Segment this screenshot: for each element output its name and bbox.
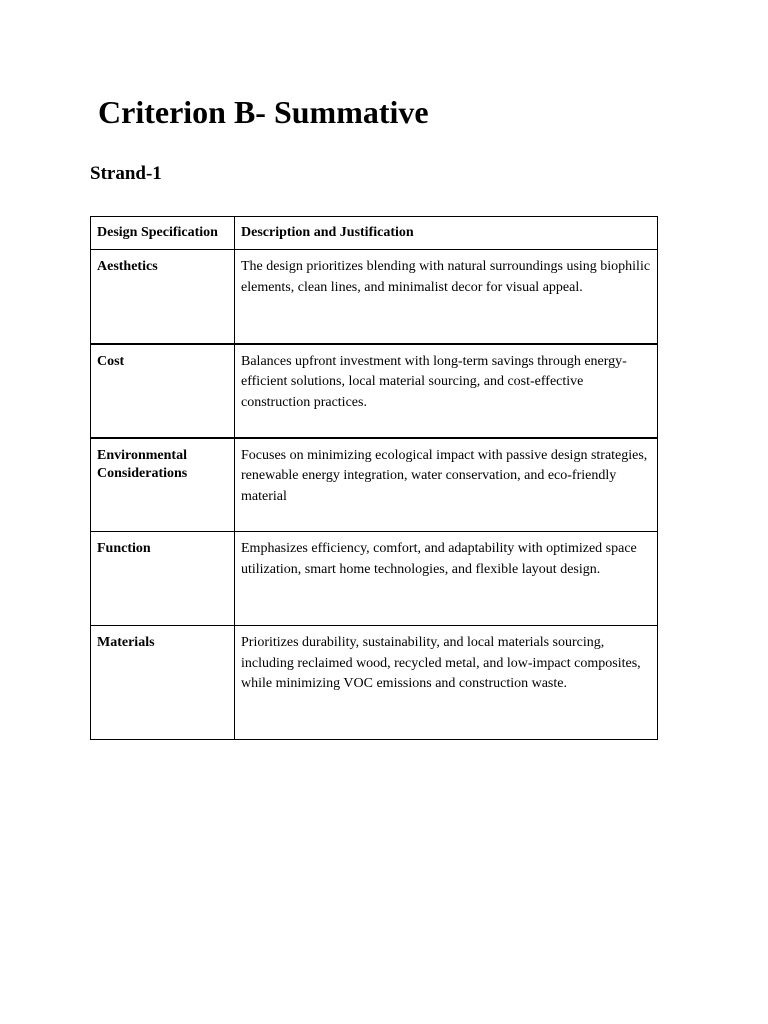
description-cell: The design prioritizes blending with natural surroundings using biophilic elements, clean lines, and minimalist decor for visual appeal. <box>235 250 658 344</box>
column-header-specification: Design Specification <box>91 217 235 250</box>
specification-cell: Aesthetics <box>91 250 235 344</box>
table-row <box>91 532 658 626</box>
table-row <box>91 344 658 438</box>
section-heading: Strand-1 <box>90 163 162 184</box>
design-specification-table <box>90 216 658 740</box>
table-row <box>91 626 658 740</box>
description-cell: Balances upfront investment with long-term savings through energy-efficient solutions, local material sourcing, and cost-effective construction practices. <box>235 344 658 438</box>
table-row <box>91 250 658 344</box>
page-title: Criterion B- Summative <box>98 94 429 130</box>
column-header-description: Description and Justification <box>235 217 658 250</box>
table-row <box>91 438 658 532</box>
table-header-row <box>91 217 658 250</box>
description-cell: Prioritizes durability, sustainability, and local materials sourcing, including reclaimed wood, recycled metal, and low-impact composites, while minimizing VOC emissions and construction waste. <box>235 626 658 740</box>
description-cell: Focuses on minimizing ecological impact with passive design strategies, renewable energy integration, water conservation, and eco-friendly material <box>235 438 658 532</box>
specification-cell: Environmental Considerations <box>91 438 235 532</box>
specification-cell: Materials <box>91 626 235 740</box>
specification-cell: Function <box>91 532 235 626</box>
specification-cell: Cost <box>91 344 235 438</box>
description-cell: Emphasizes efficiency, comfort, and adaptability with optimized space utilization, smart home technologies, and flexible layout design. <box>235 532 658 626</box>
